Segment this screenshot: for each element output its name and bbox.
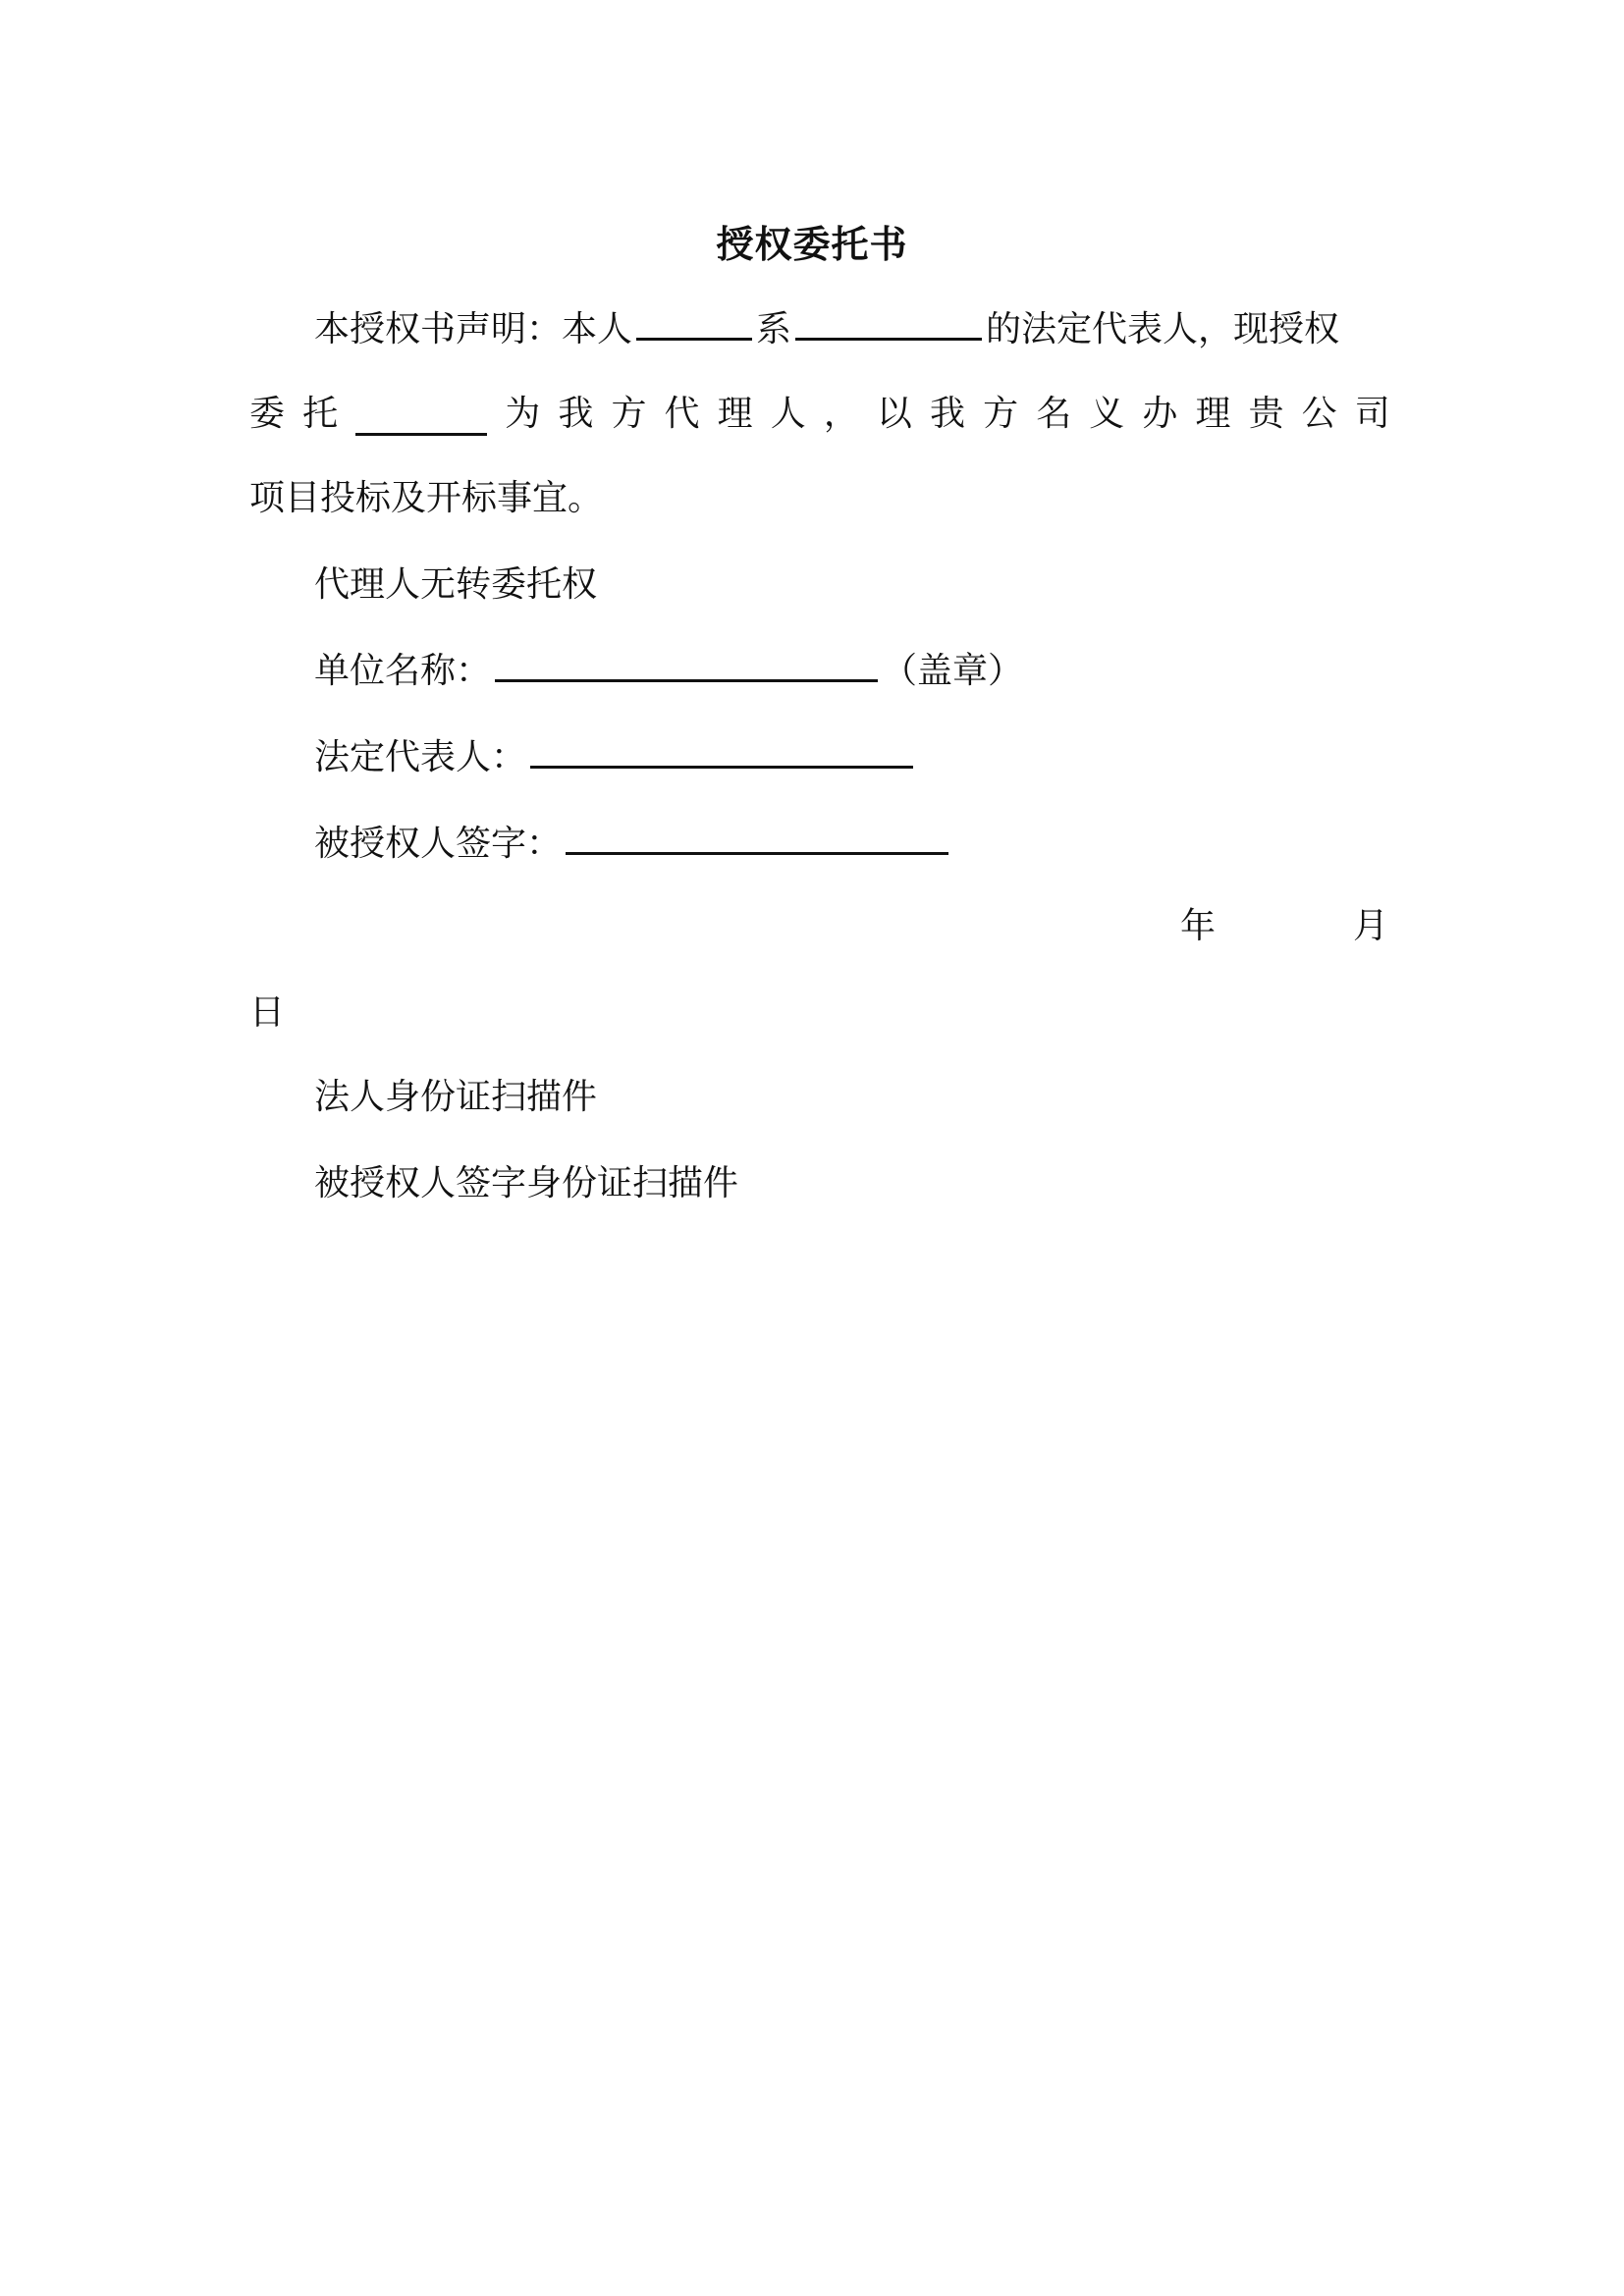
para1-line2-char: 方	[983, 394, 1019, 434]
para1-line2-char: 贵	[1248, 394, 1284, 434]
company-name-blank[interactable]	[795, 306, 982, 341]
para1-line1-prefix: 本授权书声明：本人	[314, 309, 633, 349]
agent-signature-label: 被授权人签字：	[314, 824, 563, 864]
para1-line2-char: 人	[770, 394, 806, 434]
unit-name-label: 单位名称：	[314, 651, 492, 691]
para1-line2-char: 名	[1036, 394, 1072, 434]
para1-line2	[249, 393, 1390, 436]
para1-line2-char: 理	[1195, 394, 1231, 434]
para1-line2-char: 我	[930, 394, 966, 434]
unit-name-field[interactable]	[495, 648, 878, 682]
agent-name-blank[interactable]	[355, 401, 487, 436]
para1-line1-suffix: 的法定代表人，现授权	[986, 309, 1340, 349]
para1-line2-char: ，	[823, 394, 859, 434]
no-subdelegation-text: 代理人无转委托权	[314, 564, 598, 605]
para1-line2-char: 公	[1301, 394, 1337, 434]
para1-line2-char: 义	[1089, 394, 1125, 434]
agent-signature-field[interactable]	[566, 821, 948, 855]
para1-line2-char: 我	[558, 394, 594, 434]
para1-line2-char: 代	[664, 394, 700, 434]
para1-line2-char: 以	[876, 394, 912, 434]
para1-line3: 项目投标及开标事宜。	[249, 478, 604, 518]
date-day: 日	[249, 992, 286, 1033]
para1-line2-char: 委	[249, 394, 286, 434]
legal-rep-row	[314, 734, 917, 779]
para1-line2-char: 托	[302, 394, 339, 434]
attachment-agent-id: 被授权人签字身份证扫描件	[314, 1163, 739, 1203]
para1-line1-mid: 系	[756, 309, 792, 349]
unit-name-row	[314, 648, 1023, 693]
attachment-legal-id: 法人身份证扫描件	[314, 1077, 598, 1117]
legal-rep-label: 法定代表人：	[314, 737, 527, 777]
para1-line2-char: 办	[1142, 394, 1178, 434]
para1-line2-char: 理	[717, 394, 753, 434]
para1-line1	[314, 306, 1339, 351]
para1-line2-char: 司	[1354, 394, 1390, 434]
seal-note: （盖章）	[882, 651, 1024, 691]
date-month: 月	[1353, 906, 1389, 946]
para1-line2-char: 方	[611, 394, 647, 434]
para1-line2-char: 为	[505, 394, 541, 434]
document-title: 授权委托书	[716, 222, 908, 266]
date-year: 年	[1180, 906, 1217, 946]
legal-rep-field[interactable]	[530, 734, 913, 769]
agent-signature-row	[314, 821, 952, 866]
principal-name-blank[interactable]	[636, 306, 752, 341]
